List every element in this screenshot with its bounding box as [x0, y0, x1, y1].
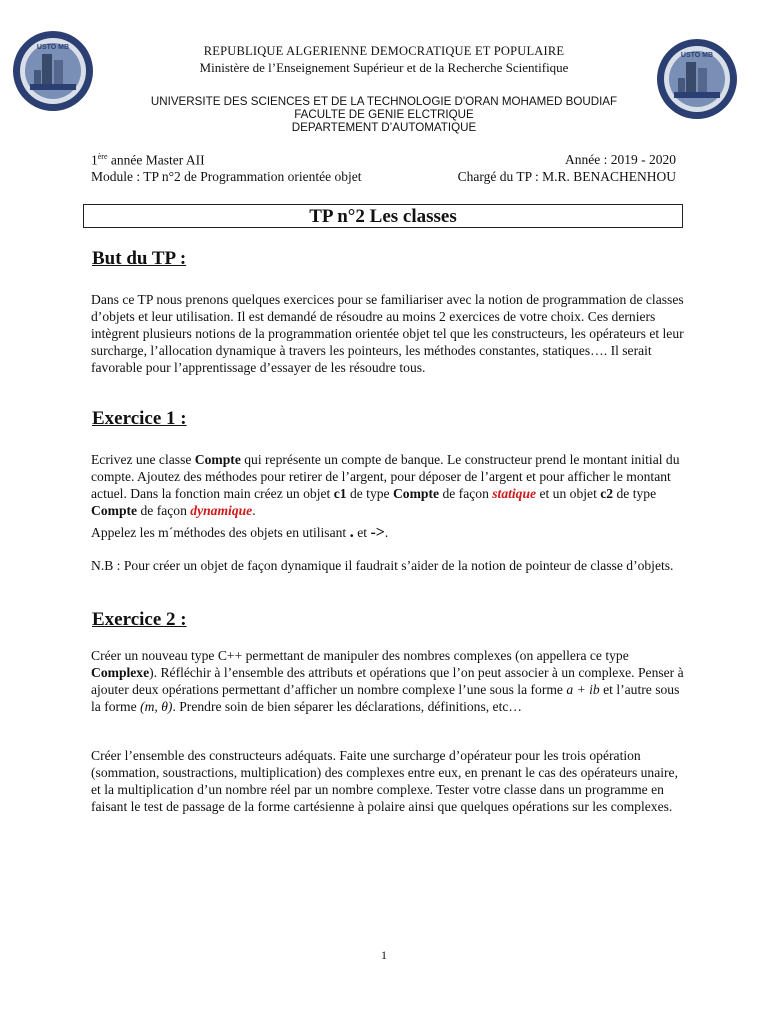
static-keyword: statique	[492, 486, 537, 501]
exercise-1-note: N.B : Pour créer un objet de façon dynamique il faudrait s’aider de la notion de pointeur de classe d’objets.	[91, 558, 674, 573]
page-number: 1	[381, 948, 387, 962]
year-level: 1ère année Master AII	[91, 152, 205, 168]
dynamic-keyword: dynamique	[190, 503, 253, 518]
exercise-1-operators-line: Appelez les m´méthodes des objets en utilisant . et ->.	[91, 522, 389, 541]
faculty-name: FACULTE DE GENIE ELCTRIQUE	[294, 108, 474, 121]
country-line: REPUBLIQUE ALGERIENNE DEMOCRATIQUE ET POPULAIRE	[203, 44, 565, 58]
university-name: UNIVERSITE DES SCIENCES ET DE LA TECHNOLOGIE D'ORAN MOHAMED BOUDIAF	[150, 95, 618, 108]
exercise-2-heading: Exercice 2 :	[92, 609, 187, 630]
svg-text:USTO MB: USTO MB	[680, 52, 714, 59]
exercise-1-paragraph: Ecrivez une classe Compte qui représente un compte de banque. Le constructeur prend le montant initial du compte. Ajoutez des méthodes pour retirer de l’argent, pour déposer de l’argent et pour afficher le montant actuel. Dans la fonction main créez un objet c1 de type Compte de façon statique et un objet c2 de type Compte de façon dynamique.	[91, 452, 680, 518]
but-paragraph: Dans ce TP nous prenons quelques exercices pour se familiariser avec la notion de programmation de classes d’objets et leur utilisation. Il est demandé de résoudre au moins 2 exercices de votre choix. Ces derniers intègrent plusieurs notions de la programmation orientée objet tel que les constructeurs, les opérateurs et leur surcharge, l’allocation dynamique à travers les pointeurs, les méthodes constantes, statiques…. Il serait favorable pour l’apprentissage d’essayer de les résoudre tous.	[91, 292, 684, 375]
but-heading: But du TP :	[92, 248, 187, 269]
department-name: DEPARTEMENT D’AUTOMATIQUE	[291, 121, 477, 134]
document-title: TP n°2 Les classes	[83, 204, 683, 228]
exercise-2-paragraph-1: Créer un nouveau type C++ permettant de manipuler des nombres complexes (on appellera ce type Complexe). Réfléchir à l’ensemble des attributs et opérations que l’on peut associer à un complexe. Penser à ajouter deux opérations permettant d’afficher un nombre complexe l’une sous la forme a + ib et l’autre sous la forme (m, θ). Prendre soin de bien séparer les déclarations, définitions, etc…	[91, 648, 684, 714]
module-line: Module : TP n°2 de Programmation orientée objet	[91, 169, 362, 184]
teacher-line: Chargé du TP : M.R. BENACHENHOU	[457, 169, 676, 184]
svg-text:USTO MB: USTO MB	[36, 44, 70, 51]
exercise-1-heading: Exercice 1 :	[92, 408, 187, 429]
university-logo-left	[12, 30, 94, 112]
academic-year: Année : 2019 - 2020	[565, 152, 676, 167]
ministry-line: Ministère de l’Enseignement Supérieur et de la Recherche Scientifique	[199, 60, 569, 75]
exercise-2-paragraph-2: Créer l’ensemble des constructeurs adéquats. Faite une surcharge d’opérateur pour les trois opération (sommation, soustractions, multiplication) des complexes entre eux, en prenant le cas des opérateurs unaire, et la multiplication d’un nombre réel par un nombre complexe. Tester votre classe dans un programme en faisant le test de passage de la forme cartésienne à polaire ainsi que quelques opérations sur les complexes.	[91, 748, 678, 814]
